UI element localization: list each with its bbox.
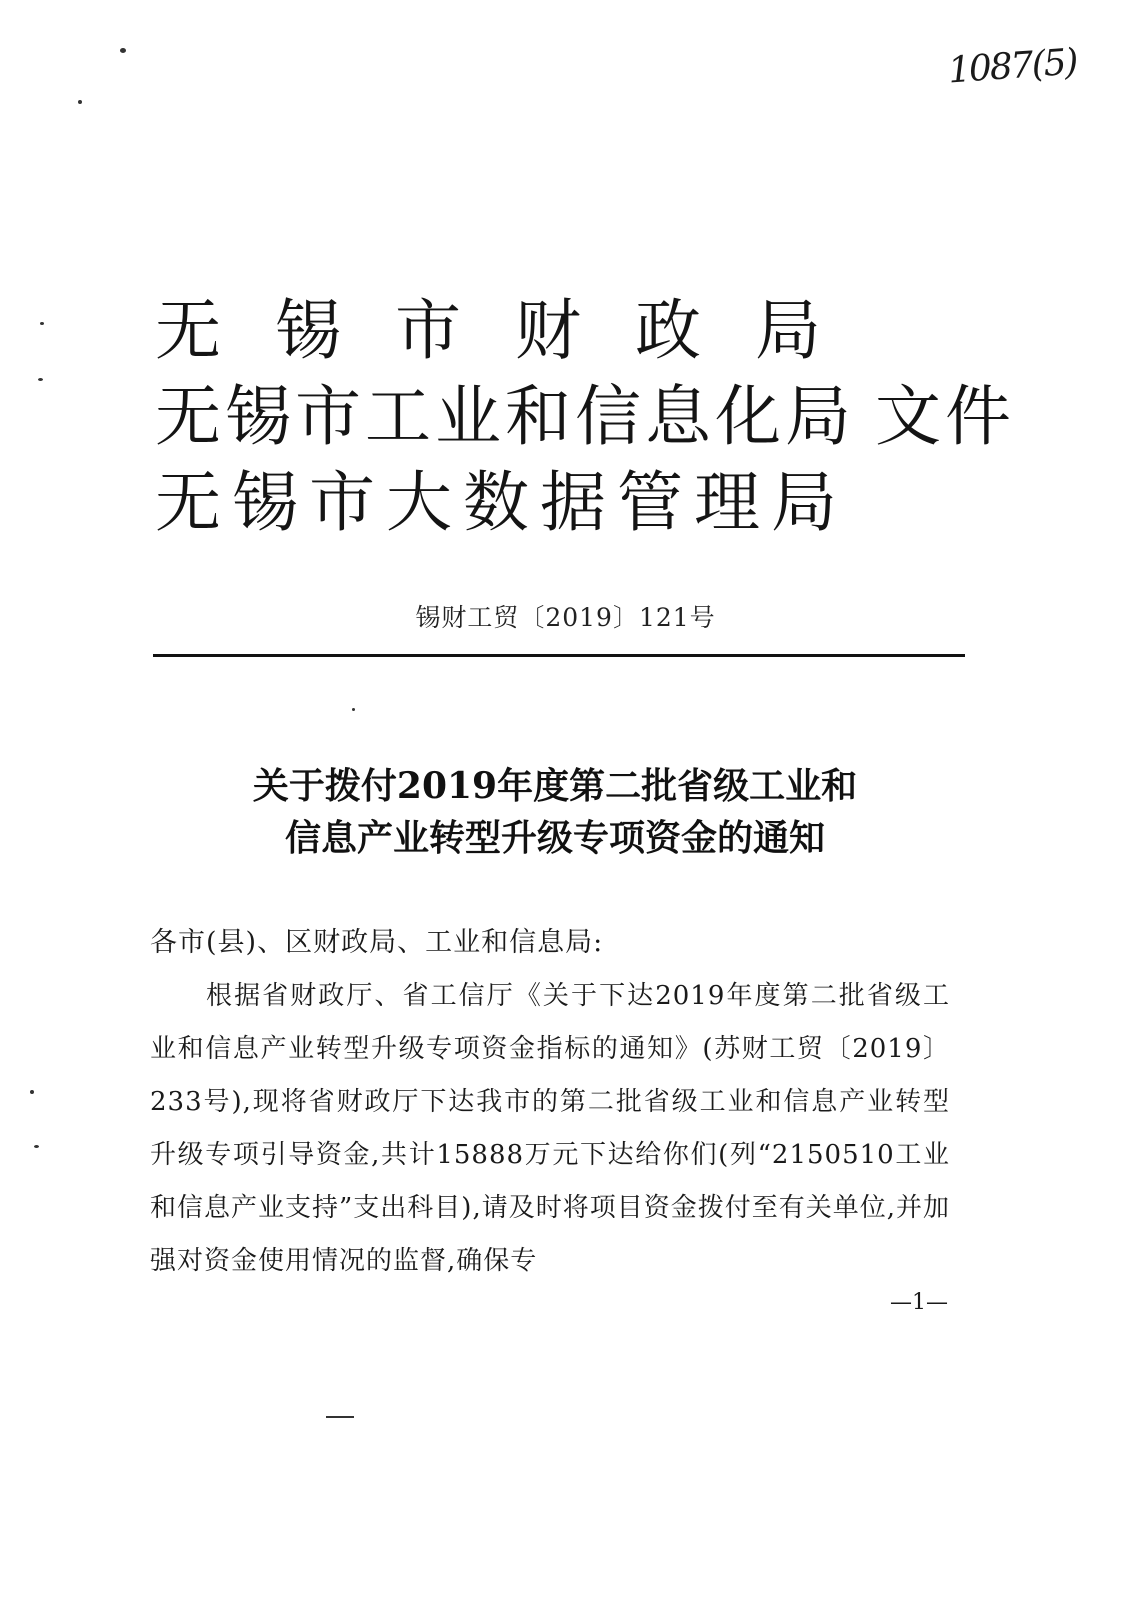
scan-speck — [40, 322, 44, 325]
notice-title — [0, 760, 1110, 864]
notice-title-line-1: 关于拨付2019年度第二批省级工业和 — [252, 765, 858, 807]
issuer-document-suffix: 文件 — [875, 378, 1015, 455]
scan-speck — [34, 1145, 39, 1148]
handwritten-archive-number: 1087(5) — [946, 41, 1078, 92]
issuer-industry-bureau: 无锡市工业和信息化局 — [155, 378, 855, 455]
salutation: 各市(县)、区财政局、工业和信息局: — [150, 927, 604, 958]
scan-speck — [352, 708, 355, 711]
scan-speck — [326, 1416, 354, 1418]
page-number: —1— — [890, 1290, 948, 1315]
scan-speck — [30, 1090, 34, 1094]
issuer-header — [155, 288, 1015, 546]
body-paragraph: 根据省财政厅、省工信厅《关于下达2019年度第二批省级工业和信息产业转型升级专项资金指标的通知》(苏财工贸〔2019〕233号),现将省财政厅下达我市的第二批省级工业和信息产业转型升级专项引导资金,共计15888万元下达给你们(列“2150510工业和信息产业支持”支出科目),请及时将项目资金拨付至有关单位,并加强对资金使用情况的监督,确保专 — [150, 981, 950, 1276]
header-divider — [153, 654, 965, 657]
scan-speck — [120, 48, 126, 53]
scan-speck — [78, 100, 82, 104]
scan-speck — [38, 378, 43, 381]
issuer-big-data-bureau: 无锡市大数据管理局 — [155, 464, 848, 541]
issuer-finance-bureau: 无锡市财政局 — [155, 292, 875, 369]
document-number: 锡财工贸〔2019〕121号 — [415, 603, 716, 632]
issuer-industry-bureau-line — [155, 374, 1015, 460]
notice-title-line-2: 信息产业转型升级专项资金的通知 — [284, 817, 825, 859]
